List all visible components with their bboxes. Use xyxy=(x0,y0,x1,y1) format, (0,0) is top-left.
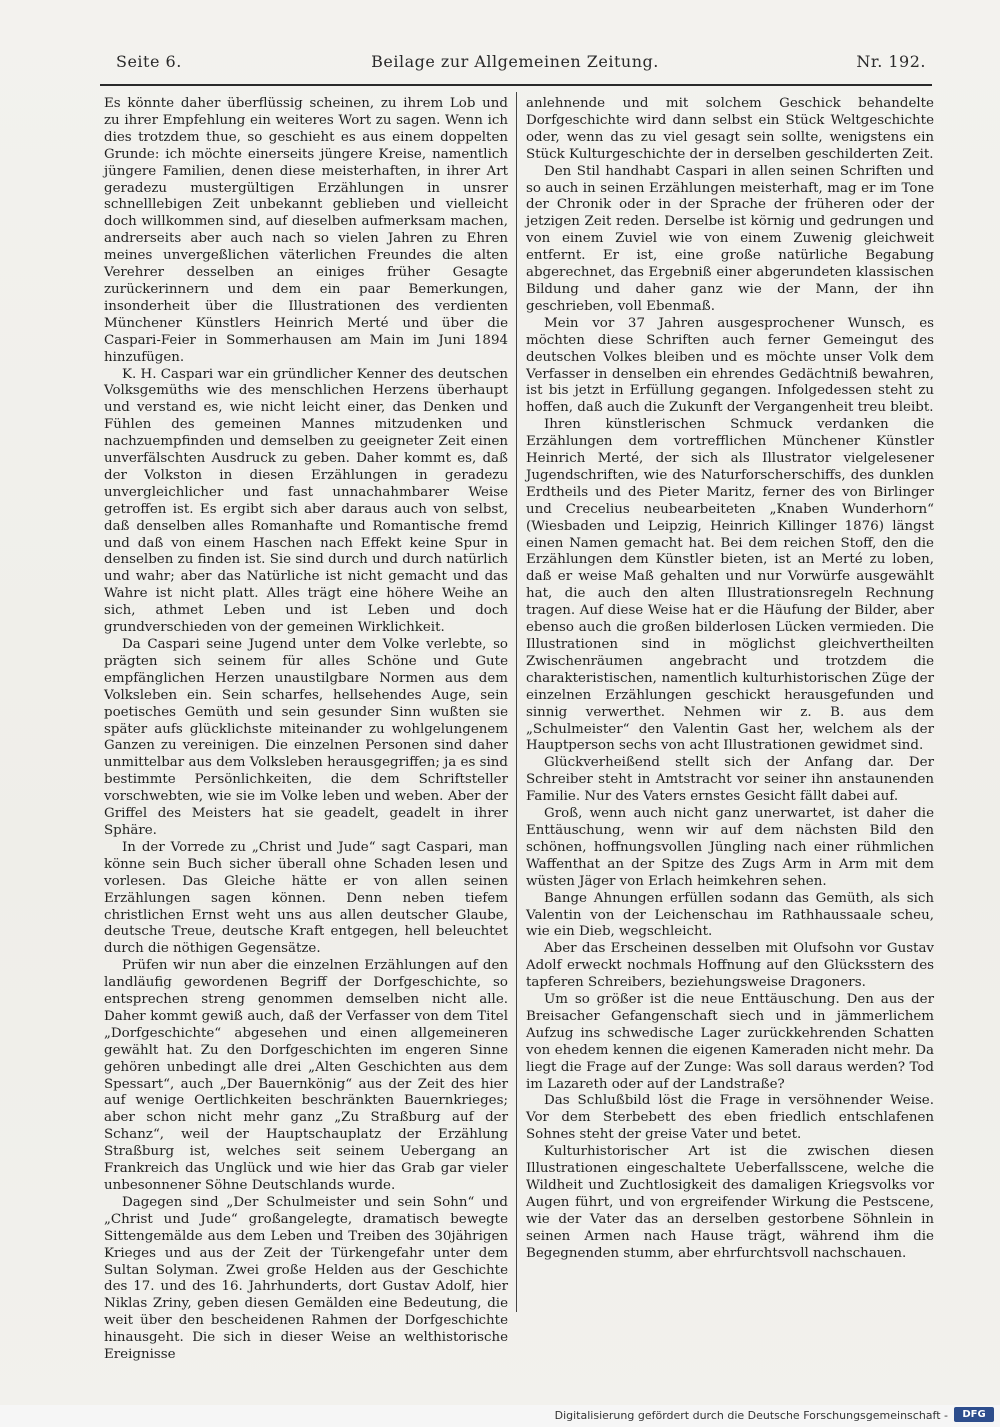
paragraph: K. H. Caspari war ein gründlicher Kenner des deutschen Volksgemüths wie des menschlichen Herzens überhaupt und verstand es, wie nicht leicht einer, das Denken und Fühlen des gemeinen Mannes mitzudenken und nachzuempfinden und demselben zu geeigneter Zeit einen unverfälschten Ausdruck zu geben. Daher kommt es, daß der Volkston in diesen Erzählungen in geradezu unvergleichlicher und fast unnachahmbarer Weise getroffen ist. Es ergibt sich aber daraus auch von selbst, daß denselben alles Romanhafte und Romantische fremd und daß von einem Haschen nach Effekt keine Spur in denselben zu finden ist. Sie sind durch und durch natürlich und wahr; aber das Natürliche ist nicht gemacht und das Wahre ist nicht platt. Alles trägt eine höhere Weihe an sich, athmet Leben und ist Leben und doch grundverschieden von der gemeinen Wirklichkeit. xyxy=(104,366,508,636)
issue-number: Nr. 192. xyxy=(856,52,926,71)
paragraph: Ihren künstlerischen Schmuck verdanken die Erzählungen dem vortrefflichen Münchener Künstler Heinrich Merté, der sich als Illustrator vielgelesener Jugendschriften, wie des Naturforscherschiffs, des dunklen Erdtheils und des Pieter Maritz, ferner des von Birlinger und Crecelius neubearbeiteten „Knaben Wunderhorn“ (Wiesbaden und Leipzig, Heinrich Killinger 1876) längst einen Namen gemacht hat. Bei dem reichen Stoff, den die Erzählungen dem Künstler bieten, ist an Merté zu loben, daß er weise Maß gehalten und nur Vorwürfe ausgewählt hat, die auch den alten Illustrationsregeln Rechnung tragen. Auf diese Weise hat er die Häufung der Bilder, aber ebenso auch die großen bilderlosen Lücken vermieden. Die Illustrationen sind in möglichst gleichvertheilten Zwischenräumen angebracht und trotzdem die charakteristischen, namentlich kulturhistorischen Züge der einzelnen Erzählungen geschickt herausgefunden und sinnig verwerthet. Nehmen wir z. B. aus dem „Schulmeister“ den Valentin Gast her, welchem als der Hauptperson sechs von acht Illustrationen gewidmet sind. xyxy=(526,417,934,754)
paragraph: Mein vor 37 Jahren ausgesprochener Wunsch, es möchten diese Schriften auch ferner Gemeingut des deutschen Volkes bleiben und es möchte unser Volk dem Verfasser in denselben ein ehrendes Gedächtniß bewahren, ist bis jetzt in Erfüllung gegangen. Infolgedessen steht zu hoffen, daß auch die Zukunft der Vergangenheit treu bleibt. xyxy=(526,315,934,416)
paragraph: Prüfen wir nun aber die einzelnen Erzählungen auf den landläufig gewordenen Begriff der Dorfgeschichte, so entsprechen streng genommen demselben nicht alle. Daher kommt gewiß auch, daß der Verfasser von dem Titel „Dorfgeschichte“ abgesehen und einen allgemeineren gewählt hat. Zu den Dorfgeschichten im engeren Sinne gehören unbedingt alle drei „Alten Geschichten aus dem Spessart“, auch „Der Bauernkönig“ aus der Zeit des hier auf wenige Oertlichkeiten beschränkten Bauernkrieges; aber schon nicht mehr ganz „Zu Straßburg auf der Schanz“, weil der Hauptschauplatz der Erzählung Straßburg ist, welches seit seinem Uebergang an Frankreich das Unglück und wie hier das Grab gar vieler unbesonnener Söhne Deutschlands wurde. xyxy=(104,958,508,1193)
paragraph: Es könnte daher überflüssig scheinen, zu ihrem Lob und zu ihrer Empfehlung ein weiteres Wort zu sagen. Wenn ich dies trotzdem thue, so geschieht es aus einem doppelten Grunde: ich möchte einerseits jüngere Kreise, namentlich jüngere Familien, denen diese meisterhaften, in ihrer Art geradezu mustergültigen Erzählungen in unsrer schnelllebigen Zeit unbekannt geblieben und vielleicht doch willkommen sind, auf dieselben aufmerksam machen, andrerseits aber auch nach so vielen Jahren zu Ehren meines unvergeßlichen väterlichen Freundes die alten Verehrer desselben an einiges früher Gesagte zurückerinnern und dem ein paar Bemerkungen, insonderheit über die Illustrationen des verdienten Münchener Künstlers Heinrich Merté und über die Caspari-Feier in Sommerhausen am Main im Juni 1894 hinzufügen. xyxy=(104,96,508,365)
paragraph: Dagegen sind „Der Schulmeister und sein Sohn“ und „Christ und Jude“ großangelegte, dramatisch bewegte Sittengemälde aus dem Leben und Treiben des 30jährigen Krieges und aus der Zeit der Türkengefahr unter dem Sultan Solyman. Zwei große Helden aus der Geschichte des 17. und des 16. Jahrhunderts, dort Gustav Adolf, hier Niklas Zriny, geben diesen Gemälden eine Bedeutung, die weit über den bescheidenen Rahmen der Dorfgeschichte hinausgeht. Die sich in dieser Weise an welthistorische Ereignisse xyxy=(104,1194,508,1363)
right-column xyxy=(526,96,934,1263)
paragraph: Groß, wenn auch nicht ganz unerwartet, ist daher die Enttäuschung, wenn wir auf dem nächsten Bild den schönen, hoffnungsvollen Jüngling nach einer rühmlichen Waffenthat an der Spitze des Zugs Arm in Arm mit dem wüsten Jäger von Erlach heimkehren sehen. xyxy=(526,806,934,889)
paragraph: Den Stil handhabt Caspari in allen seinen Schriften und so auch in seinen Erzählungen meisterhaft, mag er im Tone der Chronik oder in der Sprache der früheren oder der jetzigen Zeit reden. Derselbe ist körnig und gedrungen und von einem Zuviel wie von einem Zuwenig gleichweit entfernt. Er ist, eine große natürliche Begabung abgerechnet, das Ergebniß einer abgerundeten klassischen Bildung und daher ganz wie der Mann, der ihn geschrieben, voll Ebenmaß. xyxy=(526,163,934,314)
left-column xyxy=(104,96,508,1364)
page-header xyxy=(100,52,930,82)
header-rule xyxy=(100,84,932,86)
paragraph: Da Caspari seine Jugend unter dem Volke verlebte, so prägten sich seinem für alles Schöne und Gute empfänglichen Herzen unaustilgbare Normen aus dem Volksleben ein. Sein scharfes, hellsehendes Auge, sein poetisches Gemüth und sein gesunder Sinn wußten sie später aufs glücklichste miteinander zu wohlgelungenem Ganzen zu vereinigen. Die einzelnen Personen sind daher unmittelbar aus dem Volksleben herausgegriffen; ja es sind bestimmte Persönlichkeiten, die dem Schriftsteller vorschwebten, wie sie im Volke leben und weben. Aber der Griffel des Meisters hat sie geadelt, geadelt in ihrer Sphäre. xyxy=(104,637,508,838)
paragraph: Bange Ahnungen erfüllen sodann das Gemüth, als sich Valentin von der Leichenschau im Rathhaussaale scheu, wie ein Dieb, wegschleicht. xyxy=(526,890,934,940)
page-number: Seite 6. xyxy=(116,52,182,71)
paragraph: In der Vorrede zu „Christ und Jude“ sagt Caspari, man könne sein Buch sicher überall ohne Schaden lesen und vorlesen. Das Gleiche hätte er von allen seinen Erzählungen sagen können. Denn neben tiefem christlichen Ernst weht uns aus allen deutscher Glaube, deutsche Treue, deutsche Kraft entgegen, hell beleuchtet durch die nöthigen Gegensätze. xyxy=(104,839,508,957)
paragraph: Aber das Erscheinen desselben mit Olufsohn vor Gustav Adolf erweckt nochmals Hoffnung auf den Glücksstern des tapferen Schreibers, beziehungsweise Dragoners. xyxy=(526,941,934,991)
paragraph: Das Schlußbild löst die Frage in versöhnender Weise. Vor dem Sterbebett des eben friedlich entschlafenen Sohnes steht der greise Vater und betet. xyxy=(526,1093,934,1143)
paragraph: Kulturhistorischer Art ist die zwischen diesen Illustrationen eingeschaltete Ueberfallsscene, welche die Wildheit und Zuchtlosigkeit des damaligen Kriegsvolks vor Augen führt, und von ergreifender Wirkung die Pestscene, wie der Vater das an derselben gestorbene Söhnlein in seinen Armen nach Hause trägt, während ihm die Begegnenden stumm, aber ehrfurchtsvoll nachschauen. xyxy=(526,1144,934,1261)
column-divider xyxy=(516,92,517,1312)
paragraph: anlehnende und mit solchem Geschick behandelte Dorfgeschichte wird dann selbst ein Stück Weltgeschichte oder, wenn das zu viel gesagt sein sollte, wenigstens ein Stück Kulturgeschichte der in derselben geschilderten Zeit. xyxy=(526,96,934,162)
funding-notice: Digitalisierung gefördert durch die Deutsche Forschungsgemeinschaft - xyxy=(554,1409,948,1422)
publication-title: Beilage zur Allgemeinen Zeitung. xyxy=(371,52,659,71)
dfg-logo-icon[interactable]: DFG xyxy=(954,1407,994,1422)
paragraph: Glückverheißend stellt sich der Anfang dar. Der Schreiber steht in Amtstracht vor seiner ihn anstaunenden Familie. Nur des Vaters ernstes Gesicht fällt dabei auf. xyxy=(526,755,934,805)
paragraph: Um so größer ist die neue Enttäuschung. Den aus der Breisacher Gefangenschaft siech und in jämmerlichem Aufzug ins schwedische Lager zurückkehrenden Schatten von ehedem kennen die eigenen Kameraden nicht mehr. Da liegt die Frage auf der Zunge: Was soll daraus werden? Tod im Lazareth oder auf der Landstraße? xyxy=(526,992,934,1092)
